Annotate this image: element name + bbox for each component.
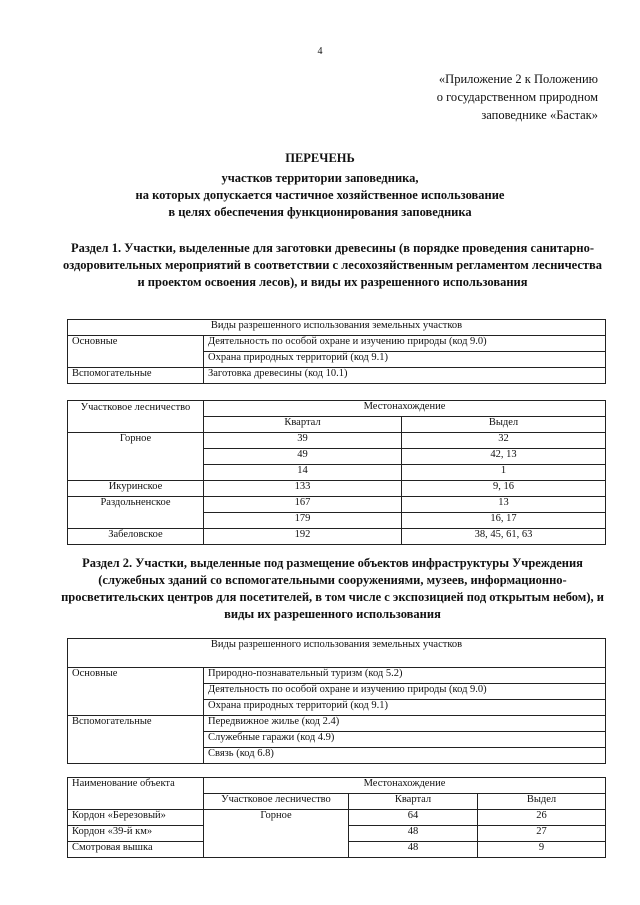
main-use-item: Охрана природных территорий (код 9.1): [204, 352, 606, 368]
object-name-cell: Кордон «Березовый»: [68, 810, 204, 826]
quarter-cell: 39: [204, 433, 402, 449]
section-1-heading: Раздел 1. Участки, выделенные для заготовки древесины (в порядке проведения санитарно-оздоровительных мероприятий в соответствии с лесохозяйственным регламентом лесничества и проектом освоения лесов), и виды их разрешенного использования: [62, 241, 603, 289]
main-use-item: Охрана природных территорий (код 9.1): [204, 700, 606, 716]
quarter-cell: 48: [349, 842, 478, 858]
uses-table-header: Виды разрешенного использования земельных участков: [68, 639, 606, 668]
title-line-2: на которых допускается частичное хозяйственное использование: [135, 188, 505, 202]
section-cell: 26: [478, 810, 606, 826]
title-line-3: в целях обеспечения функционирования заповедника: [168, 205, 472, 219]
col-location-header: Местонахождение: [204, 401, 606, 417]
forestry-cell: Забеловское: [68, 529, 204, 545]
title-line-1: участков территории заповедника,: [221, 171, 419, 185]
col-forestry-header: Участковое лесничество: [204, 794, 349, 810]
aux-use-item: Служебные гаражи (код 4.9): [204, 732, 606, 748]
forestry-cell: Горное: [68, 433, 204, 449]
appendix-reference: [437, 70, 598, 124]
forestry-cell: [68, 449, 204, 465]
main-uses-label: Основные: [68, 336, 204, 352]
quarter-cell: 133: [204, 481, 402, 497]
uses-table-header: Виды разрешенного использования земельных участков: [68, 320, 606, 336]
section-cell: 9: [478, 842, 606, 858]
quarter-cell: 179: [204, 513, 402, 529]
section-2-objects-table: [67, 777, 606, 858]
quarter-cell: 49: [204, 449, 402, 465]
aux-use-item: Передвижное жилье (код 2.4): [204, 716, 606, 732]
main-use-item: Деятельность по особой охране и изучению природы (код 9.0): [204, 684, 606, 700]
main-use-item: Природно-познавательный туризм (код 5.2): [204, 668, 606, 684]
forestry-cell: [204, 826, 349, 842]
aux-use-item: Связь (код 6.8): [204, 748, 606, 764]
forestry-cell: [68, 465, 204, 481]
section-2-uses-table: [67, 638, 606, 764]
object-name-cell: Кордон «39-й км»: [68, 826, 204, 842]
col-section-header: Выдел: [478, 794, 606, 810]
page-number: 4: [317, 46, 323, 57]
section-1-uses-table: [67, 319, 606, 384]
col-quarter-header: Квартал: [349, 794, 478, 810]
main-uses-label: Основные: [68, 668, 204, 684]
aux-uses-label: Вспомогательные: [68, 368, 204, 384]
appendix-line-1: «Приложение 2 к Положению: [438, 72, 598, 86]
quarter-cell: 192: [204, 529, 402, 545]
col-quarter-header: Квартал: [204, 417, 402, 433]
quarter-cell: 48: [349, 826, 478, 842]
object-name-cell: Смотровая вышка: [68, 842, 204, 858]
col-forestry-header: Участковое лесничество: [68, 401, 204, 433]
aux-use-item: Заготовка древесины (код 10.1): [204, 368, 606, 384]
aux-uses-label: Вспомогательные: [68, 716, 204, 732]
section-cell: 13: [402, 497, 606, 513]
col-location-header: Местонахождение: [204, 778, 606, 794]
section-cell: 1: [402, 465, 606, 481]
section-cell: 16, 17: [402, 513, 606, 529]
section-cell: 27: [478, 826, 606, 842]
section-cell: 38, 45, 61, 63: [402, 529, 606, 545]
col-object-name-header: Наименование объекта: [68, 778, 204, 794]
main-use-item: Деятельность по особой охране и изучению природы (код 9.0): [204, 336, 606, 352]
section-1-location-table: [67, 400, 606, 545]
quarter-cell: 14: [204, 465, 402, 481]
forestry-cell: [68, 513, 204, 529]
section-cell: 42, 13: [402, 449, 606, 465]
title-main: ПЕРЕЧЕНЬ: [285, 151, 355, 165]
forestry-cell: Раздольненское: [68, 497, 204, 513]
appendix-line-3: заповеднике «Бастак»: [481, 108, 598, 122]
forestry-cell: Икуринское: [68, 481, 204, 497]
forestry-cell: [204, 842, 349, 858]
quarter-cell: 167: [204, 497, 402, 513]
quarter-cell: 64: [349, 810, 478, 826]
forestry-cell: Горное: [204, 810, 349, 826]
document-title: [0, 150, 640, 221]
col-section-header: Выдел: [402, 417, 606, 433]
section-cell: 9, 16: [402, 481, 606, 497]
section-2-heading: Раздел 2. Участки, выделенные под размещение объектов инфраструктуры Учреждения (служебных зданий со вспомогательными сооружениями, музеев, информационно-просветительских центров для посетителей, в том числе с экспозицией под открытым небом), и виды их разрешенного использования: [61, 556, 604, 621]
appendix-line-2: о государственном природном: [436, 90, 598, 104]
section-cell: 32: [402, 433, 606, 449]
